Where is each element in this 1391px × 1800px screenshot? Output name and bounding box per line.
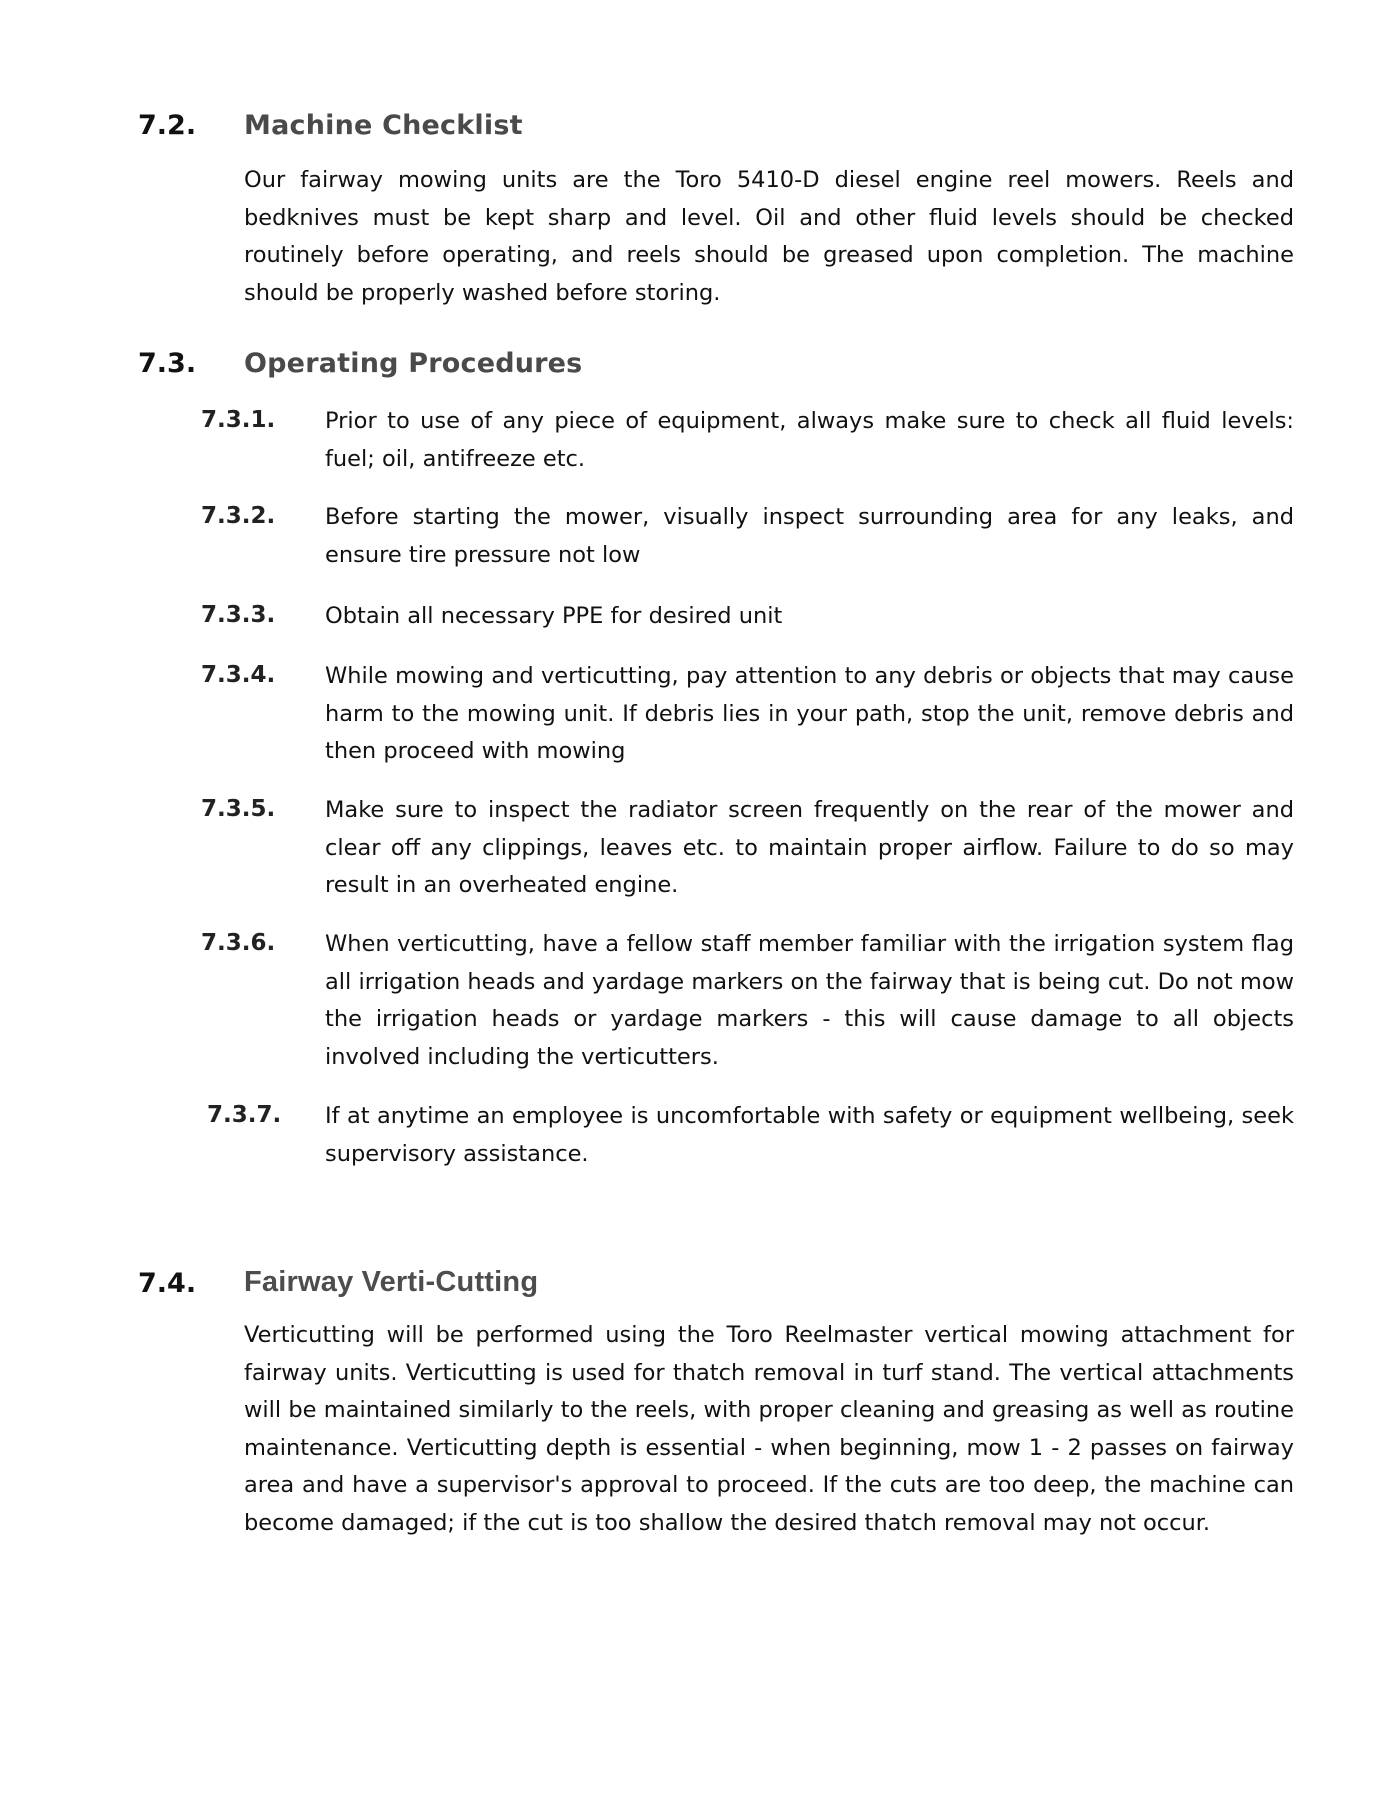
list-item: When verticutting, have a fellow staff member familiar with the irrigation system flag all irrigation heads and yardage markers on the fairway that is being cut. Do not mow the irrigation heads or yardage markers - this will cause damage to all objects involved including the verticutters.: [325, 931, 1294, 1070]
item-number: 7.3.6.: [201, 930, 276, 956]
section-title-machine-checklist: Machine Checklist: [244, 110, 523, 141]
section-title-operating-procedures: Operating Procedures: [244, 348, 583, 379]
list-item: If at anytime an employee is uncomfortable with safety or equipment wellbeing, seek supervisory assistance.: [325, 1103, 1294, 1167]
list-item: Prior to use of any piece of equipment, always make sure to check all fluid levels: fuel; oil, antifreeze etc.: [325, 408, 1294, 472]
list-item: Before starting the mower, visually inspect surrounding area for any leaks, and ensure tire pressure not low: [325, 504, 1294, 568]
item-number: 7.3.3.: [201, 602, 276, 628]
item-number: 7.3.4.: [201, 662, 276, 688]
item-number: 7.3.1.: [201, 407, 276, 433]
list-item: Obtain all necessary PPE for desired unit: [325, 603, 783, 629]
section-body-machine-checklist: Our fairway mowing units are the Toro 5410-D diesel engine reel mowers. Reels and bedknives must be kept sharp and level. Oil and other fluid levels should be checked routinely before operating, and reels should be greased upon completion. The machine should be properly washed before storing.: [244, 167, 1294, 306]
item-number: 7.3.2.: [201, 503, 276, 529]
item-number: 7.3.5.: [201, 796, 276, 822]
list-item: While mowing and verticutting, pay attention to any debris or objects that may cause harm to the mowing unit. If debris lies in your path, stop the unit, remove debris and then proceed with mowing: [325, 663, 1294, 764]
item-number: 7.3.7.: [207, 1102, 282, 1128]
section-number: 7.4.: [138, 1268, 197, 1299]
list-item: Make sure to inspect the radiator screen frequently on the rear of the mower and clear off any clippings, leaves etc. to maintain proper airflow. Failure to do so may result in an overheated engine.: [325, 797, 1294, 898]
section-body-fairway-verti-cutting: Verticutting will be performed using the Toro Reelmaster vertical mowing attachment for fairway units. Verticutting is used for thatch removal in turf stand. The vertical attachments will be maintained similarly to the reels, with proper cleaning and greasing as well as routine maintenance. Verticutting depth is essential - when beginning, mow 1 - 2 passes on fairway area and have a supervisor's approval to proceed. If the cuts are too deep, the machine can become damaged; if the cut is too shallow the desired thatch removal may not occur.: [244, 1322, 1294, 1536]
section-number: 7.3.: [138, 348, 197, 379]
section-number: 7.2.: [138, 110, 197, 141]
section-title-fairway-verti-cutting: Fairway Verti-Cutting: [244, 1266, 539, 1298]
